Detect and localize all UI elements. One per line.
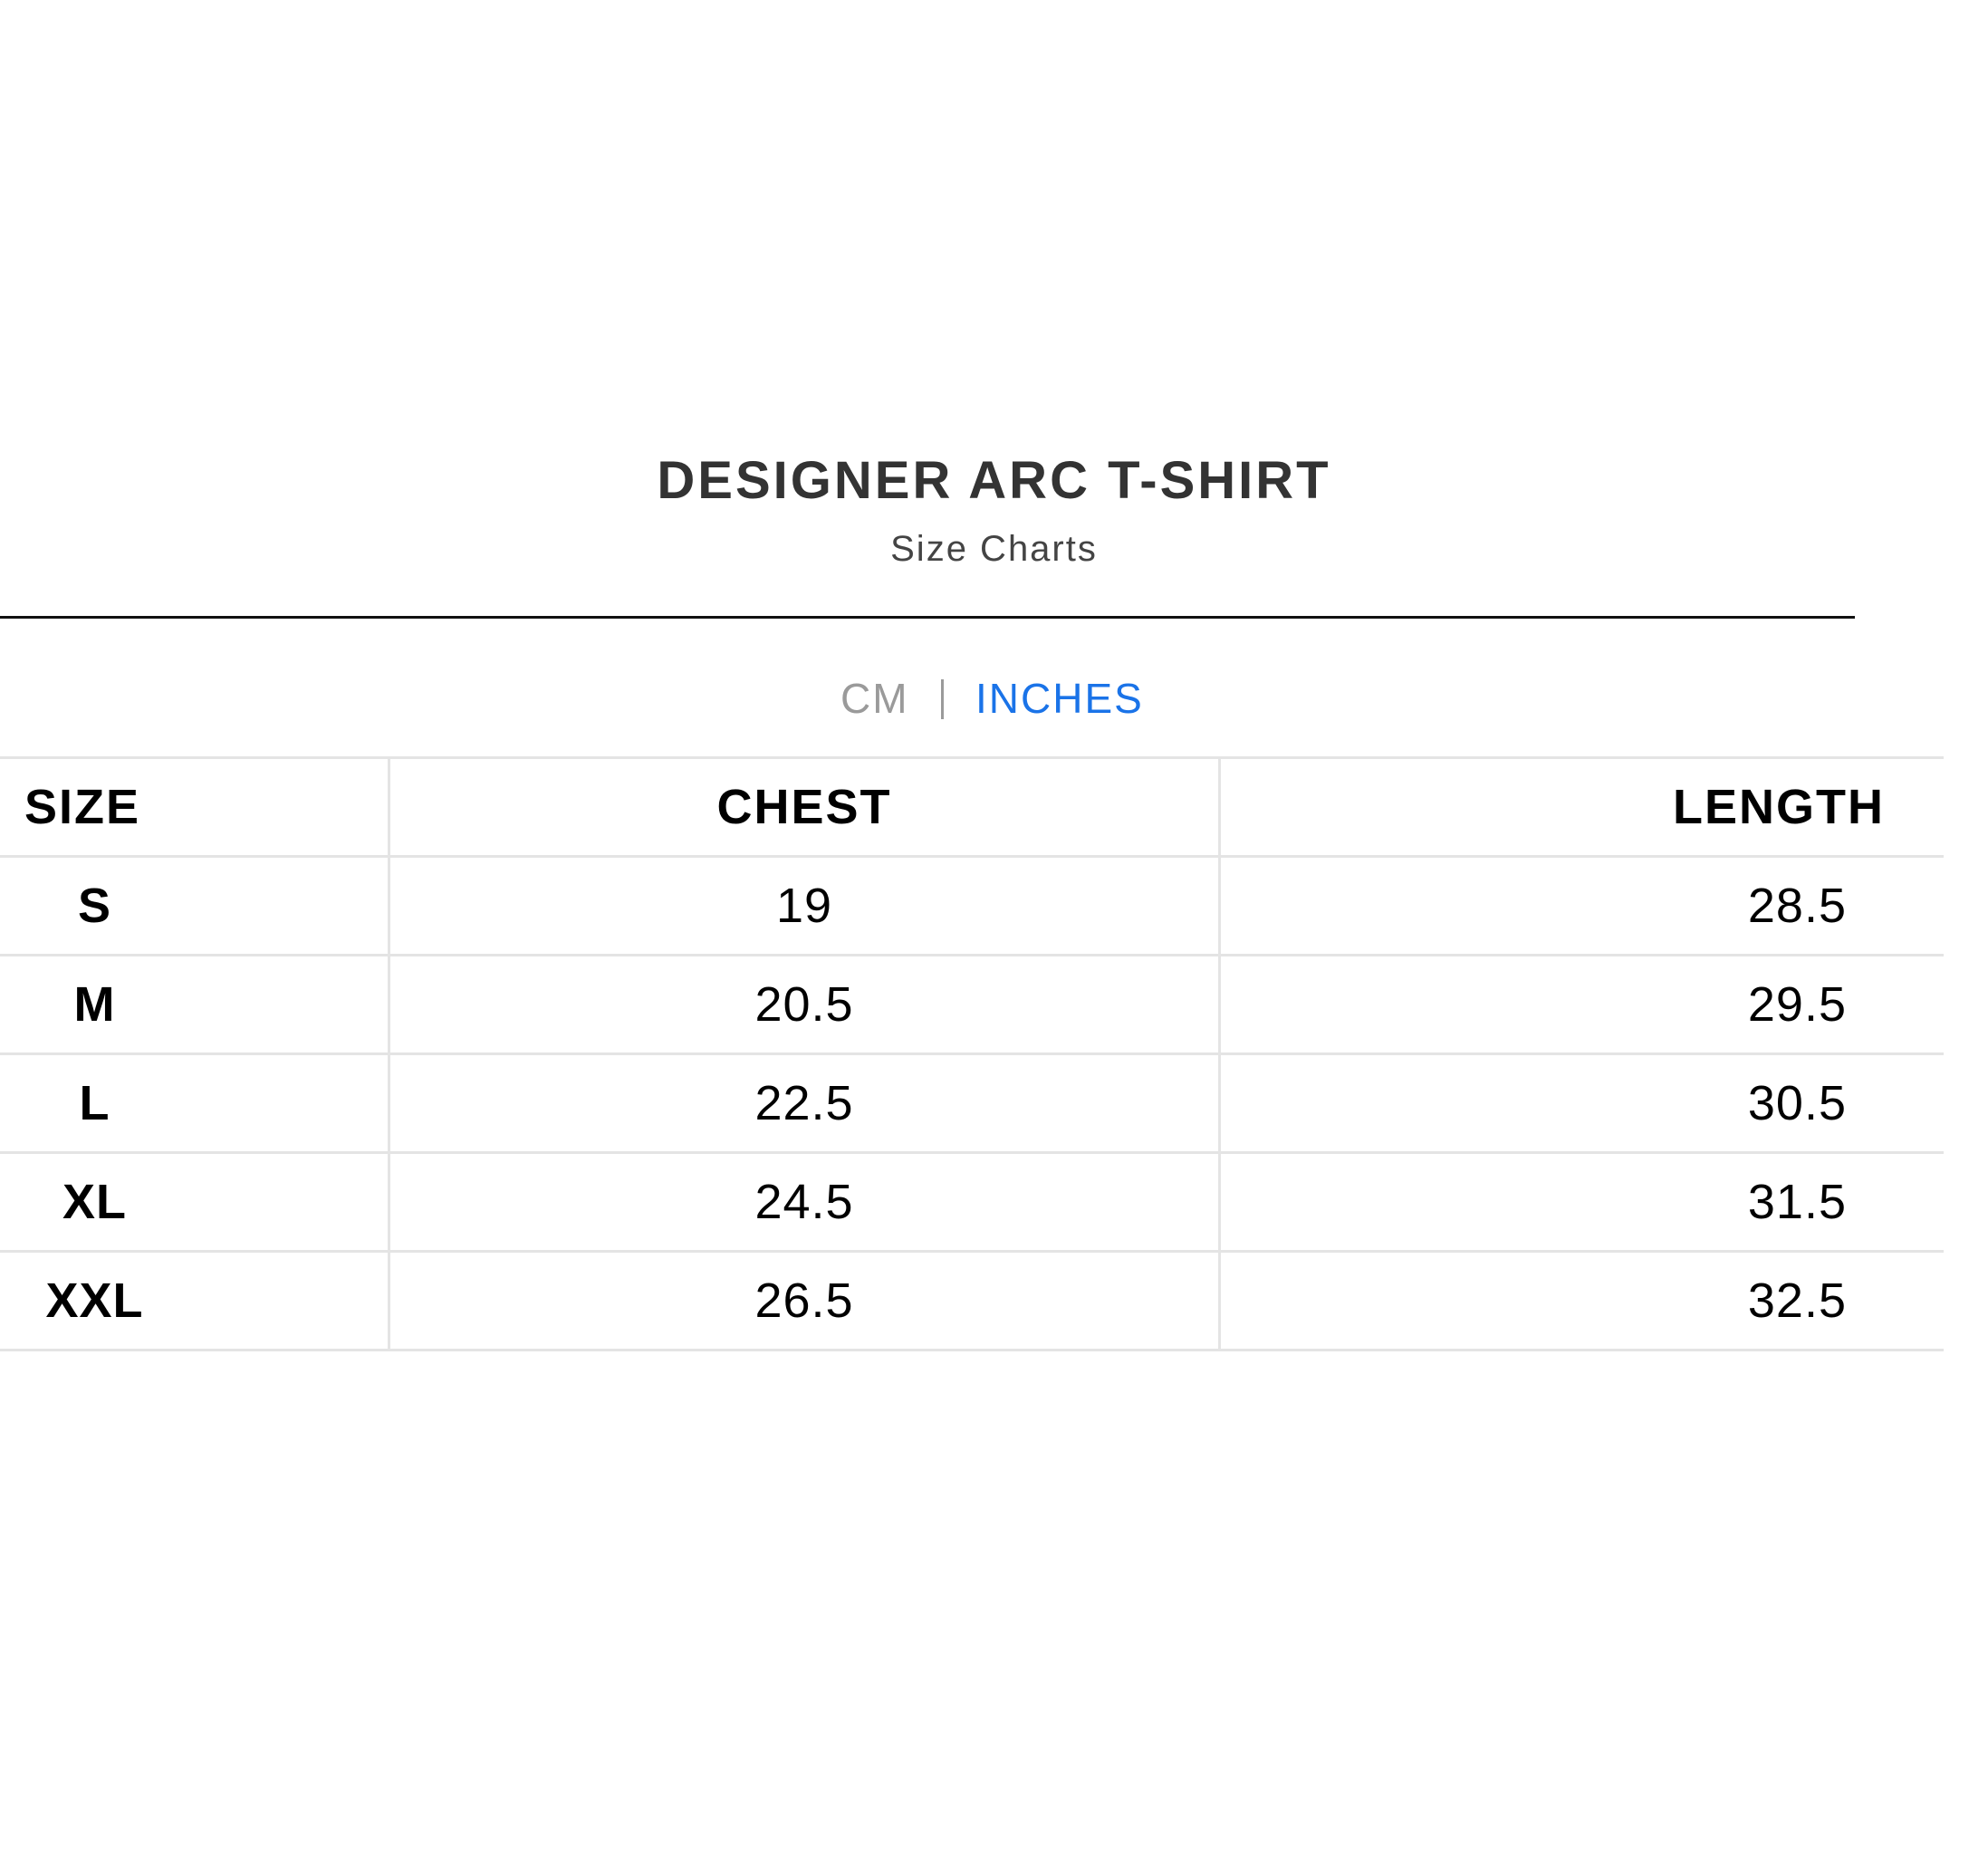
unit-separator — [941, 679, 944, 719]
length-cell: 28.5 — [1220, 857, 1945, 956]
unit-cm-button[interactable]: CM — [840, 675, 909, 722]
size-cell: M — [0, 956, 389, 1054]
header-size: SIZE — [0, 758, 389, 857]
length-cell: 31.5 — [1220, 1153, 1945, 1252]
header-chest: CHEST — [389, 758, 1220, 857]
chest-cell: 26.5 — [389, 1252, 1220, 1350]
size-cell: L — [0, 1054, 389, 1153]
header-divider — [0, 616, 1855, 619]
chest-cell: 24.5 — [389, 1153, 1220, 1252]
page-title: DESIGNER ARC T-SHIRT — [657, 451, 1331, 510]
size-cell: XXL — [0, 1252, 389, 1350]
table-row — [0, 1252, 1944, 1350]
table-row — [0, 1153, 1944, 1252]
table-row — [0, 1054, 1944, 1153]
page-subtitle: Size Charts — [890, 529, 1098, 569]
length-cell: 30.5 — [1220, 1054, 1945, 1153]
size-cell: S — [0, 857, 389, 956]
table-row — [0, 956, 1944, 1054]
unit-toggle — [0, 674, 1855, 725]
unit-inches-button[interactable]: INCHES — [975, 675, 1144, 722]
length-cell: 32.5 — [1220, 1252, 1945, 1350]
chest-cell: 20.5 — [389, 956, 1220, 1054]
table-row — [0, 857, 1944, 956]
size-chart-table — [0, 756, 1944, 1351]
header-length: LENGTH — [1220, 758, 1945, 857]
length-cell: 29.5 — [1220, 956, 1945, 1054]
chest-cell: 19 — [389, 857, 1220, 956]
size-cell: XL — [0, 1153, 389, 1252]
table-header-row — [0, 758, 1944, 857]
chest-cell: 22.5 — [389, 1054, 1220, 1153]
